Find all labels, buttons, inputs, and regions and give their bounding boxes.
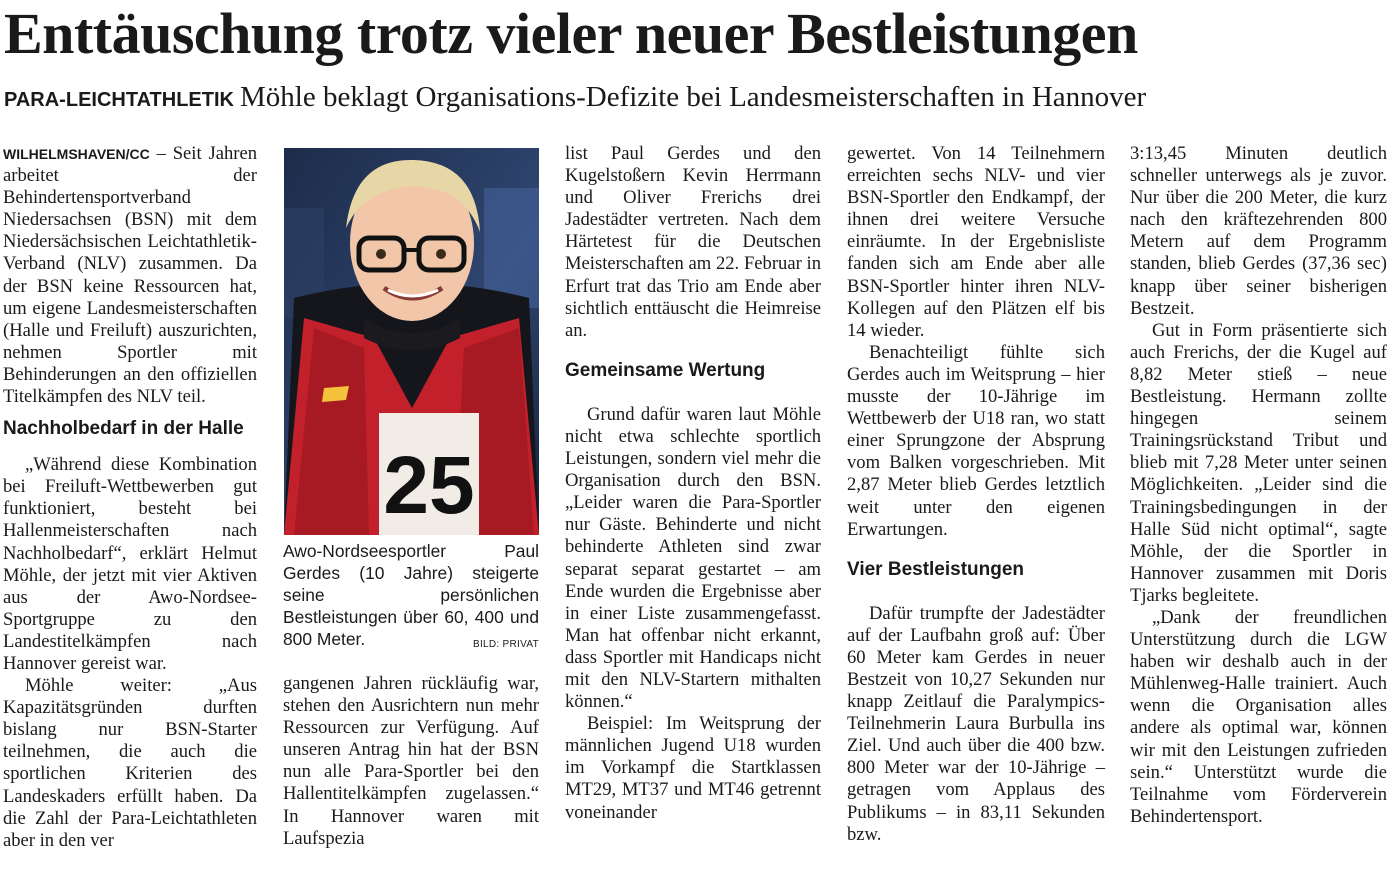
photo-credit: BILD: PRIVAT bbox=[472, 639, 539, 650]
paragraph: „Dank der freundlichen Unterstützung durch die LGW haben wir deshalb auch in der Mühlenweg-Halle trainiert. Auch wenn die Organisation alles andere als optimal war, können wir mit den Leistungen zufrieden sein.“ Unterstützt wurde die Teilnahme vom Förderverein Behindertensport. bbox=[1130, 606, 1387, 827]
paragraph: Dafür trumpfte der Jadestädter auf der Laufbahn groß auf: Über 60 Meter kam Gerdes in neuer Bestzeit von 10,27 Sekunden nur knapp Zeitlauf die Paralympics-Teilnehmerin Laura Burbulla ins Ziel. Und auch über die 400 bzw. 800 Meter war der 10-Jährige – getragen vom Applaus des Publikums – in 83,11 Sekunden bzw. bbox=[847, 602, 1105, 845]
paragraph: Gut in Form präsentierte sich auch Frerichs, der die Kugel auf 8,82 Meter stieß – neue Bestleistung. Hermann zollte hingegen seinem Trainingsrückstand Tribut und blieb mit 7,28 Meter unter seinen Möglichkeiten. „Leider sind die Trainingsbedingungen in der Halle Süd nicht optimal“, sagte Möhle, der die Sportler in Hannover zusammen mit Doris Tjarks begleitete. bbox=[1130, 319, 1387, 606]
paragraph: gewertet. Von 14 Teilnehmern erreichten sechs NLV- und vier BSN-Sportler den Endkampf, der ihnen drei weitere Versuche einräumte. In der Ergebnisliste fanden sich am Ende aber alle BSN-Sportler hinter ihren NLV-Kollegen auf den Plätzen elf bis 14 wieder. bbox=[847, 143, 1105, 341]
paragraph: Beispiel: Im Weitsprung der männlichen Jugend U18 wurden im Vorkampf die Startklassen MT29, MT37 und MT46 getrennt voneinander bbox=[565, 713, 821, 823]
headline: Enttäuschung trotz vieler neuer Bestleistungen bbox=[4, 1, 1138, 66]
kicker: PARA-LEICHTATHLETIK bbox=[4, 89, 234, 111]
paragraph: gangenen Jahren rückläufig war, stehen den Ausrichtern nun mehr Ressourcen zur Verfügung. Auf unseren Antrag hin hat der BSN nun alle Para-Sportler bei den Hallentitelkämpfen zugelassen.“ In Hannover waren mit Laufspezia bbox=[283, 673, 539, 849]
bib-number: 25 bbox=[383, 440, 475, 531]
subhead-vier-bestleistungen: Vier Bestleistungen bbox=[847, 558, 1025, 580]
article-column-5 bbox=[1130, 143, 1387, 863]
intro-paragraph: WILHELMSHAVEN/CC – Seit Jahren arbeitet der Behindertensportverband Niedersachsen (BSN) mit dem Niedersächsischen Leichtathletik-Verband (NLV) zusammen. Da der BSN keine Ressourcen hat, um eigene Landesmeisterschaften (Halle und Freiluft) auszurichten, nehmen Sportler mit Behinderungen an den offiziellen Titelkämpfen des NLV teil. bbox=[3, 143, 257, 408]
article-column-2 bbox=[283, 673, 539, 850]
paragraph: Möhle weiter: „Aus Kapazitätsgründen durften bislang nur BSN-Starter teilnehmen, die auch die sportlichen Kriterien des Landeskaders erfüllt haben. Da die Zahl der Para-Leichtathleten aber in den ver bbox=[3, 675, 257, 851]
article-column-4 bbox=[847, 143, 1105, 863]
paragraph: Benachteiligt fühlte sich Gerdes auch im Weitsprung – hier musste der 10-Jährige im Wettbewerb der U18 ran, wo statt einer Sprungzone der Absprung vom Balken vorgeschrieben. Mit 2,87 Meter blieb Gerdes letztlich weit unter den eigenen Erwartungen. bbox=[847, 341, 1105, 540]
subhead-nachholbedarf: Nachholbedarf in der Halle bbox=[3, 418, 244, 440]
article-column-1 bbox=[3, 143, 257, 863]
subheadline: Möhle beklagt Organisations-Defizite bei Landesmeisterschaften in Hannover bbox=[239, 81, 1147, 113]
photo-caption: Awo-Nordseesportler Paul Gerdes (10 Jahre) steigerte seine persönlichen Bestleistungen über 60, 400 und 800 Meter. BILD: PRIVAT bbox=[283, 540, 539, 656]
paragraph: Grund dafür waren laut Möhle nicht etwa schlechte sportlich Leistungen, sondern viel mehr die Organisation durch den BSN. „Leider waren die Para-Sportler nur Gäste. Behinderte und nicht behinderte Athleten sind zwar separat separat gestartet – am Ende wurden die Ergebnisse aber in einer Liste zusammengefasst. Man hat offenbar nicht erkannt, dass Sportler mit Handicaps nicht mit den NLV-Startern mithalten können.“ bbox=[565, 403, 821, 713]
subhead-gemeinsame-wertung: Gemeinsame Wertung bbox=[565, 359, 766, 381]
dateline: WILHELMSHAVEN/CC bbox=[3, 146, 150, 162]
athlete-photo-illustration bbox=[284, 148, 539, 535]
photo-athlete bbox=[284, 148, 539, 535]
subheadline-row bbox=[4, 78, 1394, 119]
paragraph: 3:13,45 Minuten deutlich schneller unterwegs als je zuvor. Nur über die 200 Meter, die kurz nach den kräftezehrenden 800 Metern auf dem Programm standen, blieb Gerdes (37,36 sec) knapp über seiner bisherigen Bestzeit. bbox=[1130, 143, 1387, 319]
paragraph: „Während diese Kombination bei Freiluft-Wettbewerben gut funktioniert, besteht bei Hallenmeisterschaften nach Nachholbedarf“, erklärt Helmut Möhle, der jetzt mit vier Aktiven aus der Awo-Nordsee-Sportgruppe zu den Landestitelkämpfen nach Hannover gereist war. bbox=[3, 454, 257, 674]
paragraph: list Paul Gerdes und den Kugelstoßern Kevin Herrmann und Oliver Frerichs drei Jadestädter vertreten. Nach dem Härtetest für die Deutschen Meisterschaften am 22. Februar in Erfurt trat das Trio am Ende aber sichtlich enttäuscht die Heimreise an. bbox=[565, 143, 821, 341]
article-column-3 bbox=[565, 143, 821, 863]
